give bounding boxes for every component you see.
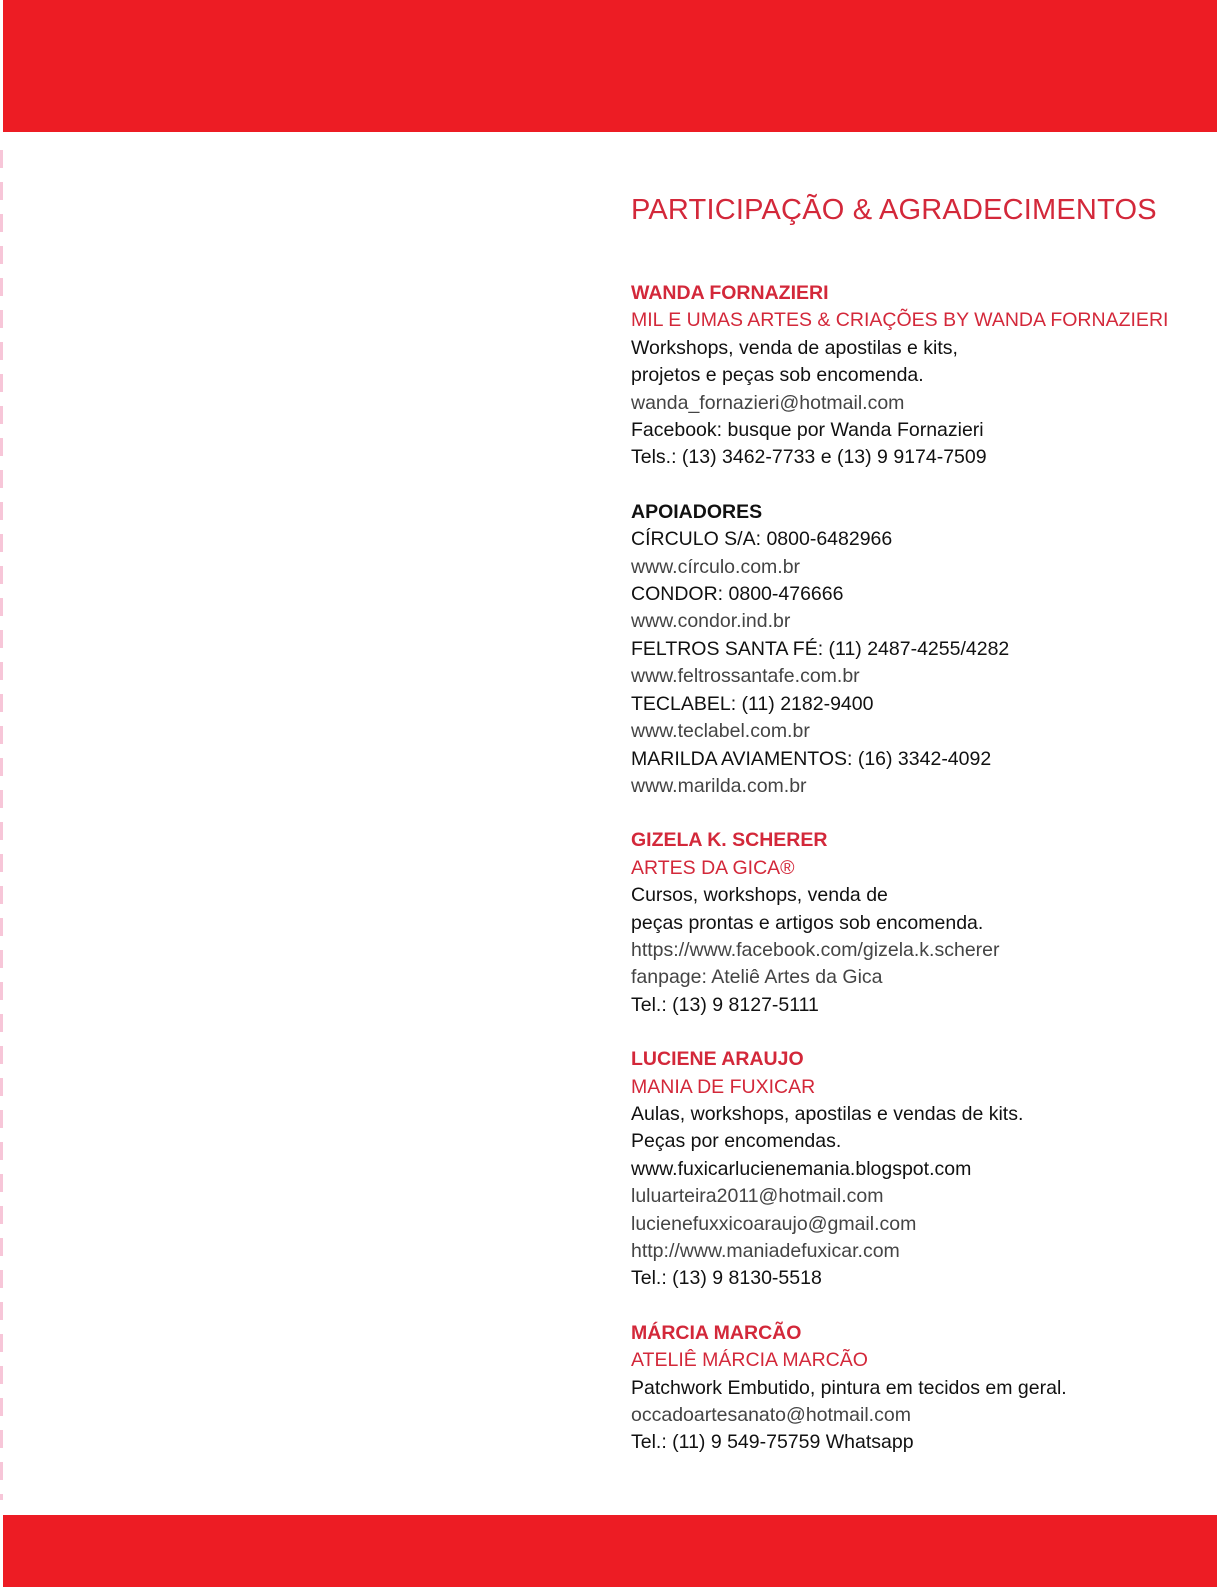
contributor-name: LUCIENE ARAUJO (631, 1048, 804, 1071)
company-name: MANIA DE FUXICAR (631, 1075, 816, 1098)
description-line: Peças por encomendas. (631, 1130, 842, 1153)
contributor-name: WANDA FORNAZIERI (631, 282, 829, 304)
description-line: Workshops, venda de apostilas e kits, (631, 336, 958, 359)
description-line: Cursos, workshops, venda de (631, 884, 888, 907)
description-line: projetos e peças sob encomenda. (631, 364, 924, 387)
top-red-band (3, 0, 1217, 132)
contributor-name: GIZELA K. SCHERER (631, 829, 828, 852)
credits-column (631, 188, 1211, 1484)
section-wanda (631, 280, 1211, 472)
email-text: lucienefuxxicoaraujo@gmail.com (631, 1212, 917, 1235)
facebook-url-text: https://www.facebook.com/gizela.k.scherer (631, 938, 1000, 961)
description-line: Patchwork Embutido, pintura em tecidos em geral. (631, 1376, 1067, 1399)
supporter-feltros: FELTROS SANTA FÉ: (11) 2487-4255/4282 (631, 637, 1010, 660)
section-apoiadores (631, 499, 1211, 800)
facebook-text: Facebook: busque por Wanda Fornazieri (631, 419, 984, 442)
supporter-url: www.teclabel.com.br (631, 720, 810, 743)
description-line: Aulas, workshops, apostilas e vendas de kits. (631, 1102, 1024, 1125)
email-text: occadoartesanato@hotmail.com (631, 1404, 911, 1427)
email-text: wanda_fornazieri@hotmail.com (631, 391, 905, 414)
supporter-url: www.condor.ind.br (631, 610, 791, 633)
supporter-url: www.feltrossantafe.com.br (631, 665, 860, 688)
bottom-red-band (3, 1515, 1217, 1587)
phone-text: Tels.: (13) 3462-7733 e (13) 9 9174-7509 (631, 446, 987, 469)
blog-url-text: www.fuxicarlucienemania.blogspot.com (631, 1157, 972, 1180)
section-heading: APOIADORES (631, 500, 763, 523)
section-marcia (631, 1320, 1211, 1457)
phone-text: Tel.: (13) 9 8127-5111 (631, 993, 819, 1016)
left-dashed-margin (0, 150, 3, 1500)
section-gizela (631, 827, 1211, 1019)
supporter-marilda: MARILDA AVIAMENTOS: (16) 3342-4092 (631, 747, 992, 770)
supporter-teclabel: TECLABEL: (11) 2182-9400 (631, 692, 874, 715)
company-name: ATELIÊ MÁRCIA MARCÃO (631, 1349, 868, 1372)
section-luciene (631, 1046, 1211, 1293)
fanpage-text: fanpage: Ateliê Artes da Gica (631, 966, 883, 989)
page-title: PARTICIPAÇÃO & AGRADECIMENTOS (631, 194, 1157, 226)
phone-text: Tel.: (13) 9 8130-5518 (631, 1267, 822, 1290)
company-name: ARTES DA GICA® (631, 856, 795, 879)
contributor-name: MÁRCIA MARCÃO (631, 1321, 802, 1344)
supporter-condor: CONDOR: 0800-476666 (631, 583, 844, 606)
site-url-text: http://www.maniadefuxicar.com (631, 1240, 900, 1262)
supporter-url: www.marilda.com.br (631, 774, 807, 797)
description-line: peças prontas e artigos sob encomenda. (631, 911, 984, 934)
email-text: luluarteira2011@hotmail.com (631, 1185, 884, 1208)
phone-text: Tel.: (11) 9 549-75759 Whatsapp (631, 1431, 914, 1454)
supporter-url: www.círculo.com.br (631, 555, 801, 578)
company-name: MIL E UMAS ARTES & CRIAÇÕES BY WANDA FORNAZIERI (631, 309, 1169, 332)
supporter-circulo: CÍRCULO S/A: 0800-6482966 (631, 528, 893, 551)
